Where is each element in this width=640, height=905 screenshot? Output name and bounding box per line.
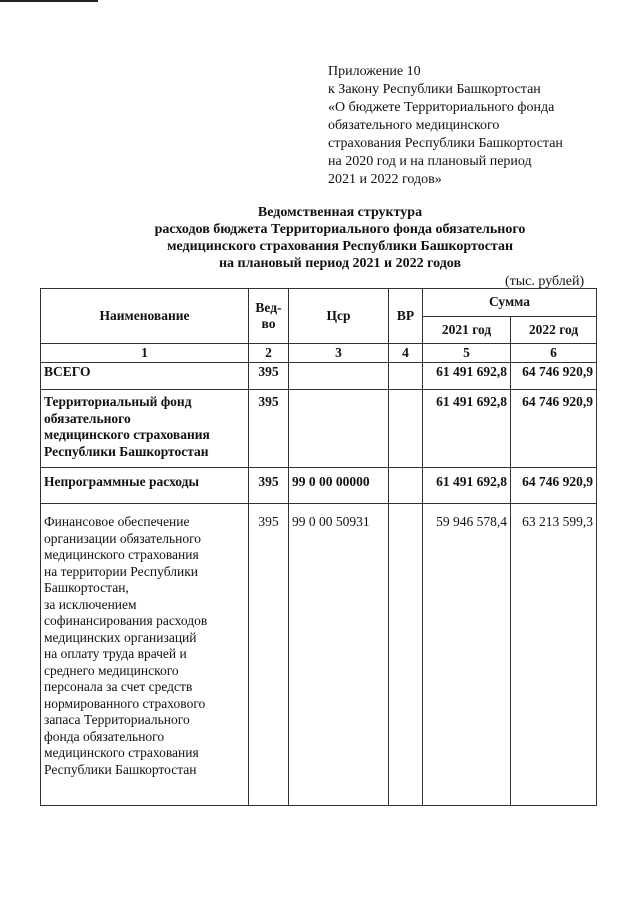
- row-vr: [389, 504, 423, 806]
- title-line: Ведомственная структура: [257, 205, 423, 220]
- column-number-row: [41, 344, 597, 363]
- row-name-line: Республики Башкортостан: [44, 761, 197, 777]
- row-sum-2022: 64 746 920,9: [511, 363, 597, 390]
- row-name-line: Республики Башкортостан: [44, 443, 209, 459]
- header-vedomstvo-line2: во: [261, 316, 276, 331]
- row-name-line: за исключением: [44, 596, 137, 612]
- row-sum-2022: 63 213 599,3: [511, 504, 597, 806]
- header-sum: Сумма: [423, 289, 597, 317]
- row-sum-2021: 61 491 692,8: [423, 363, 511, 390]
- row-csr: 99 0 00 50931: [289, 504, 389, 806]
- row-csr: [289, 390, 389, 468]
- col-number: 3: [289, 344, 389, 363]
- header-year-2021: 2021 год: [423, 316, 511, 344]
- row-name-line: на оплату труда врачей и: [44, 646, 187, 661]
- annex-line: «О бюджете Территориального фонда: [328, 100, 555, 115]
- row-ved: 395: [249, 468, 289, 504]
- annex-line: 2021 и 2022 годов»: [328, 172, 442, 187]
- table-row: [41, 390, 597, 468]
- document-title: [80, 204, 600, 272]
- header-name: Наименование: [41, 289, 249, 344]
- row-vr: [389, 390, 423, 468]
- row-name-line: медицинских организаций: [44, 629, 197, 645]
- budget-table: [40, 288, 597, 806]
- units-label: (тыс. рублей): [505, 274, 585, 289]
- row-name-line: медицинского страхования: [44, 745, 199, 760]
- row-name-line: на территории Республики: [44, 563, 198, 579]
- annex-line: на 2020 год и на плановый период: [328, 154, 532, 169]
- header-csr: Цср: [289, 289, 389, 344]
- table-row: [41, 468, 597, 504]
- col-number: 5: [423, 344, 511, 363]
- row-name: Непрограммные расходы: [41, 468, 249, 504]
- row-csr: 99 0 00 00000: [289, 468, 389, 504]
- row-vr: [389, 468, 423, 504]
- row-sum-2021: 61 491 692,8: [423, 390, 511, 468]
- col-number: 6: [511, 344, 597, 363]
- title-line: на плановый период 2021 и 2022 годов: [218, 256, 462, 271]
- title-line: расходов бюджета Территориального фонда обязательного: [154, 222, 526, 237]
- row-name: [41, 504, 249, 806]
- row-name-line: Финансовое обеспечение: [44, 514, 190, 529]
- row-name-line: нормированного страхового: [44, 695, 206, 711]
- table-row: [41, 504, 597, 806]
- row-name-line: софинансирования расходов: [44, 613, 208, 628]
- row-name-line: фонда обязательного: [44, 728, 165, 744]
- row-sum-2022: 64 746 920,9: [511, 468, 597, 504]
- row-name: [41, 390, 249, 468]
- row-sum-2022: 64 746 920,9: [511, 390, 597, 468]
- table-row: [41, 363, 597, 390]
- header-vedomstvo: [249, 289, 289, 344]
- col-number: 2: [249, 344, 289, 363]
- row-ved: 395: [249, 363, 289, 390]
- top-rule: [0, 0, 98, 2]
- row-name-line: среднего медицинского: [44, 662, 179, 678]
- row-ved: 395: [249, 504, 289, 806]
- annex-line: к Закону Республики Башкортостан: [328, 82, 541, 97]
- row-name-line: Башкортостан,: [44, 580, 129, 595]
- header-vr: ВР: [389, 289, 423, 344]
- row-vr: [389, 363, 423, 390]
- annex-line: Приложение 10: [328, 64, 421, 79]
- annex-line: страхования Республики Башкортостан: [328, 136, 563, 151]
- header-row: [41, 289, 597, 317]
- header-vedomstvo-line1: Вед-: [255, 300, 282, 315]
- row-name-line: Территориальный фонд: [44, 394, 192, 409]
- row-name: ВСЕГО: [41, 363, 249, 390]
- row-name-line: персонала за счет средств: [44, 679, 193, 694]
- row-name-line: медицинского страхования: [44, 427, 210, 442]
- row-name-line: обязательного: [44, 410, 131, 426]
- title-line: медицинского страхования Республики Башкортостан: [166, 239, 514, 254]
- annex-line: обязательного медицинского: [328, 118, 500, 133]
- header-year-2022: 2022 год: [511, 316, 597, 344]
- row-name-line: организации обязательного: [44, 530, 202, 546]
- col-number: 1: [41, 344, 249, 363]
- annex-note: [328, 63, 628, 189]
- col-number: 4: [389, 344, 423, 363]
- row-sum-2021: 61 491 692,8: [423, 468, 511, 504]
- row-name-line: медицинского страхования: [44, 547, 199, 562]
- row-csr: [289, 363, 389, 390]
- row-ved: 395: [249, 390, 289, 468]
- row-sum-2021: 59 946 578,4: [423, 504, 511, 806]
- row-name-line: запаса Территориального: [44, 712, 190, 727]
